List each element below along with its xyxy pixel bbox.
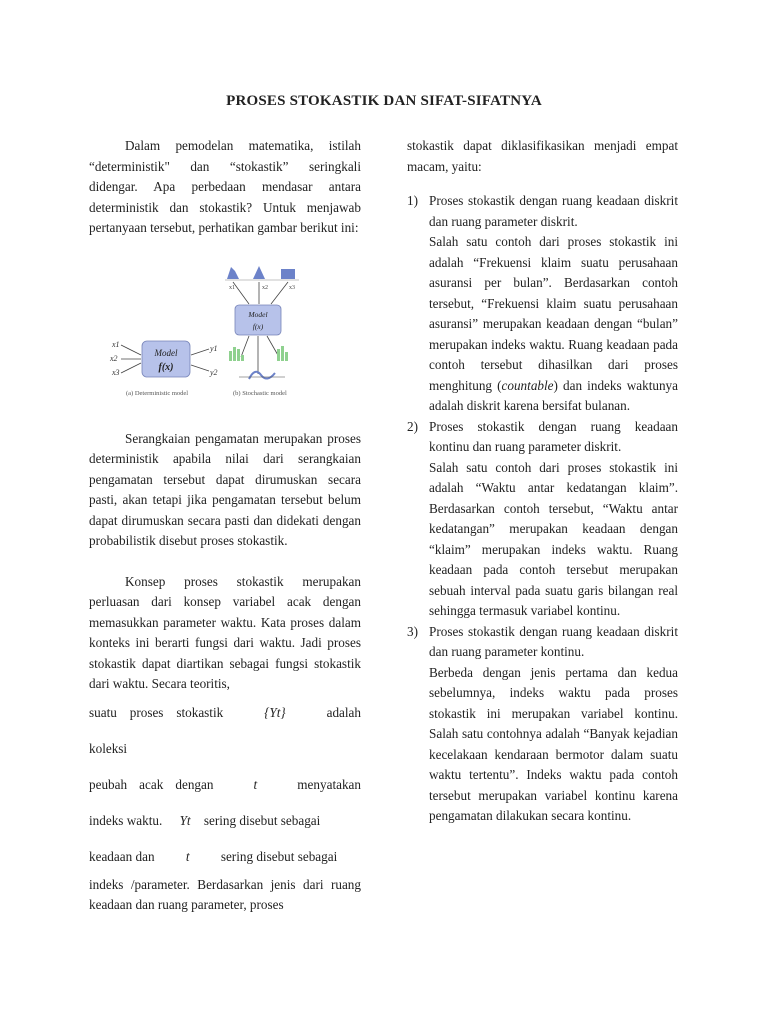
list-item-body: Salah satu contoh dari proses stokastik ini adalah “Frekuensi klaim suatu perusahaan asuransi per bulan”. Berdasarkan contoh tersebut, “Frekuensi klaim suatu perusahaan asuransi” merupakan keadaan dengan “bulan” merupakan indeks waktu. Ruang keadaan pada contoh tersebut dihasilkan dari proses menghitung (countable) dan indeks waktunya adalah diskrit karena bersifat bulanan. [429,234,678,413]
model-figure [89,249,361,409]
classification-list [407,191,678,827]
list-item: 1) Proses stokastik dengan ruang keadaan diskrit dan ruang parameter diskrit. Salah satu contoh dari proses stokastik ini adalah “Frekuensi klaim suatu perusahaan asuransi per bulan”. Berdasarkan contoh tersebut, “Frekuensi klaim suatu perusahaan asuransi” merupakan keadaan dengan “bulan” merupakan indeks waktu. Ruang keadaan pada contoh tersebut dihasilkan dari proses menghitung (countable) dan indeks waktunya adalah diskrit karena bersifat bulanan. [407,191,678,417]
svg-text:y1: y1 [210,343,218,353]
classification-paragraph: indeks /parameter. Berdasarkan jenis dari ruang keadaan dan ruang parameter, proses [89,876,361,912]
output-histogram-2 [277,346,288,361]
list-item-heading: Proses stokastik dengan ruang keadaan kontinu dan ruang parameter diskrit. [429,418,678,454]
caption-deterministic: (a) Deterministic model [126,389,189,397]
page-title: PROSES STOKASTIK DAN SIFAT-SIFATNYA [226,93,542,109]
left-column [89,136,361,916]
intro-paragraph: Dalam pemodelan matematika, istilah “deterministik" dan “stokastik” seringkali didengar. Apa perbedaan mendasar antara deterministik dan stokastik? Untuk menjawab pertanyaan tersebut, perhatikan gambar berikut ini: [89,138,361,235]
svg-text:x3: x3 [289,284,295,291]
input-distribution-1 [227,267,239,279]
list-item-heading: Proses stokastik dengan ruang keadaan diskrit dan ruang parameter kontinu. [429,623,678,659]
svg-text:x3: x3 [112,367,120,377]
model-diagram [89,249,361,409]
math-line-2: peubah acak dengan t menyatakan [89,767,361,803]
list-item: 3) Proses stokastik dengan ruang keadaan diskrit dan ruang parameter kontinu. Berbeda dengan jenis pertama dan kedua sebelumnya, indeks waktu pada proses stokastik ini merupakan variabel kontinu. Salah satu contohnya adalah “Banyak kejadian kecelakaan kendaraan bermotor dalam suatu waktu tertentu”. Indeks waktu pada contoh tersebut merupakan variabel kontinu karena pengamatan dilakukan secara kontinu. [407,622,678,827]
math-symbol-yt: Yt [179,812,191,828]
input-distribution-3 [281,269,295,279]
right-column [407,136,678,827]
list-item-body: Berbeda dengan jenis pertama dan kedua sebelumnya, indeks waktu pada proses stokastik ini merupakan variabel kontinu. Salah satu contohnya adalah “Banyak kejadian kecelakaan kendaraan bermotor dalam suatu waktu tertentu”. Indeks waktu pada contoh tersebut merupakan variabel kontinu karena pengamatan dilakukan secara kontinu. [429,664,678,823]
svg-text:y2: y2 [210,367,218,377]
deterministic-fx-label: f(x) [158,361,174,373]
math-line-3: indeks waktu. Yt sering disebut sebagai [89,803,361,839]
math-symbol-yt-set: {Yt} [264,704,286,720]
svg-text:x1: x1 [229,284,235,291]
svg-text:x1: x1 [112,339,120,349]
deterministic-model-label: Model [154,347,178,358]
deterministic-paragraph: Serangkaian pengamatan merupakan proses deterministik apabila nilai dari serangkaian pengamatan tersebut dapat dirumuskan secara pasti, akan tetapi jika pengamatan tersebut belum dapat dirumuskan secara pasti dan didekati dengan probabilistik disebut proses stokastik. [89,430,361,548]
output-distribution [249,371,275,378]
math-symbol-t-2: t [185,848,190,864]
math-symbol-t: t [253,776,258,792]
svg-text:x2: x2 [110,353,118,363]
stochastic-model-label: Model [248,309,268,319]
classification-continued: stokastik dapat diklasifikasikan menjadi empat macam, yaitu: [407,138,678,174]
stochastic-fx-label: f(x) [252,321,264,331]
concept-paragraph: Konsep proses stokastik merupakan perluasan dari konsep variabel acak dengan memasukkan parameter waktu. Kata proses dalam konteks ini berarti fungsi dari waktu. Jadi proses stokastik dapat diartikan sebagai fungsi stokastik dari waktu. Secara teoritis, [89,573,361,691]
math-line-4: keadaan dan t sering disebut sebagai [89,839,361,875]
svg-text:x2: x2 [262,284,268,291]
list-item-body: Salah satu contoh dari proses stokastik ini adalah “Waktu antar kedatangan klaim”. Berdasarkan contoh tersebut, “Waktu antar kedatangan” merupakan keadaan dengan “klaim” merupakan indeks waktu. Ruang keadaan pada contoh tersebut merupakan sebuah interval pada suatu garis bilangan real sehingga termasuk variabel kontinu. [429,459,678,618]
input-distribution-2 [253,266,265,279]
list-item-heading: Proses stokastik dengan ruang keadaan diskrit dan ruang parameter diskrit. [429,193,678,229]
list-item: 2) Proses stokastik dengan ruang keadaan kontinu dan ruang parameter diskrit. Salah satu contoh dari proses stokastik ini adalah “Waktu antar kedatangan klaim”. Berdasarkan contoh tersebut, “Waktu antar kedatangan” merupakan keadaan dengan “klaim” merupakan indeks waktu. Ruang keadaan pada contoh tersebut merupakan sebuah interval pada suatu garis bilangan real sehingga termasuk variabel kontinu. [407,417,678,622]
math-line-1: suatu proses stokastik {Yt} adalah koleksi [89,695,361,767]
caption-stochastic: (b) Stochastic model [233,389,287,397]
